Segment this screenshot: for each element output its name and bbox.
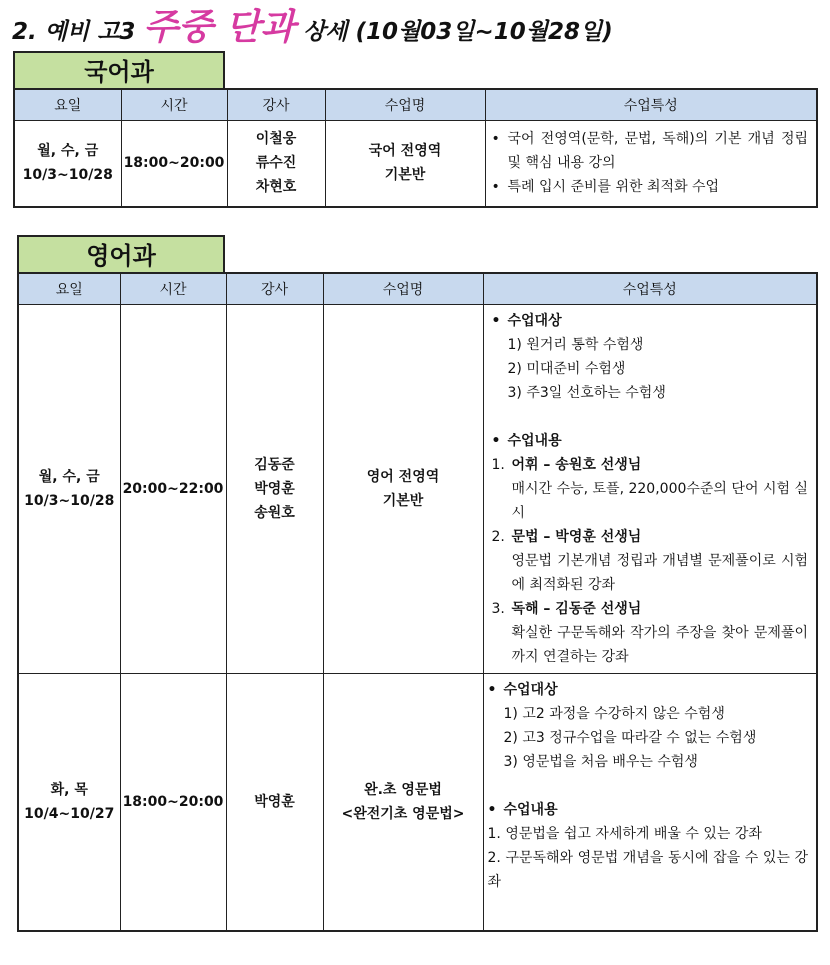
english-table (17, 272, 818, 932)
content-item: 3. 독해 – 김동준 선생님 확실한 구문독해와 작가의 주장을 찾아 문제풀이까지 연결하는 강좌 (491, 600, 808, 665)
day-cell (18, 304, 120, 673)
class-name-line: <완전기초 영문법> (341, 805, 465, 822)
bullet-icon: • (491, 131, 500, 148)
english-header-row (18, 273, 817, 304)
dates: 10/4~10/27 (24, 805, 115, 822)
section-heading: • 수업대상 (488, 678, 809, 702)
target-item: 3) 주3일 선호하는 수험생 (507, 384, 666, 401)
bullet-icon: • (487, 801, 497, 818)
section-heading: • 수업내용 (492, 429, 809, 453)
class-name-cell (323, 673, 483, 931)
days: 월, 수, 금 (38, 468, 100, 485)
day-cell (14, 120, 121, 207)
features-cell (483, 673, 817, 931)
teacher-name: 김동준 (254, 456, 295, 473)
time-cell: 18:00~20:00 (120, 673, 226, 931)
teacher-cell (226, 673, 323, 931)
class-name-cell (323, 304, 483, 673)
dates: 10/3~10/28 (24, 492, 115, 509)
class-name-line: 완.초 영문법 (364, 781, 442, 798)
feature-item: • 국어 전영역(문학, 문법, 독해)의 기본 개념 정립 및 핵심 내용 강의 (492, 127, 809, 175)
target-item: 2) 미대준비 수험생 (507, 360, 626, 377)
bullet-icon: • (487, 681, 497, 698)
days: 월, 수, 금 (37, 143, 99, 160)
content-item: 1. 영문법을 쉽고 자세하게 배울 수 있는 강좌 (487, 825, 762, 842)
header-features: 수업특성 (485, 89, 817, 120)
bullet-icon: • (491, 432, 501, 449)
teacher-name: 송원호 (254, 504, 295, 521)
korean-header-row (14, 89, 817, 120)
content-item: 2. 구문독해와 영문법 개념을 동시에 잡을 수 있는 강좌 (487, 849, 808, 890)
target-item: 2) 고3 정규수업을 따라갈 수 없는 수험생 (503, 729, 757, 746)
feature-item: • 특례 입시 준비를 위한 최적화 수업 (492, 175, 809, 199)
korean-table (13, 88, 818, 208)
teacher-cell (227, 120, 325, 207)
target-item: 3) 영문법을 처음 배우는 수험생 (503, 753, 698, 770)
teacher-name: 류수진 (255, 155, 297, 172)
time-cell: 20:00~22:00 (120, 304, 226, 673)
bullet-icon: • (491, 179, 500, 196)
teacher-name: 박영훈 (254, 480, 295, 497)
header-features: 수업특성 (483, 273, 817, 304)
header-day: 요일 (14, 89, 121, 120)
table-row (18, 304, 817, 673)
header-time: 시간 (120, 273, 226, 304)
table-row (18, 673, 817, 931)
title-prefix: 2. 예비 고3 (12, 19, 144, 45)
title-suffix: 상세 (10월03일~10월28일) (295, 19, 613, 45)
bullet-icon: • (491, 312, 501, 329)
header-class-name: 수업명 (323, 273, 483, 304)
content-item: 2. 문법 – 박영훈 선생님 영문법 기본개념 정립과 개념별 문제풀이로 시험에 최적화된 강좌 (491, 528, 808, 593)
dates: 10/3~10/28 (22, 167, 113, 184)
header-day: 요일 (18, 273, 120, 304)
target-item: 1) 고2 과정을 수강하지 않은 수험생 (503, 705, 725, 722)
features-cell (483, 304, 817, 673)
class-name-line: 영어 전영역 (366, 468, 440, 485)
class-name-line: 기본반 (382, 492, 424, 509)
target-item: 1) 원거리 통학 수험생 (507, 336, 644, 353)
teacher-name: 차현호 (255, 179, 297, 196)
header-teacher: 강사 (227, 89, 325, 120)
class-name-line: 기본반 (384, 167, 426, 184)
day-cell (18, 673, 120, 931)
header-class-name: 수업명 (325, 89, 485, 120)
header-teacher: 강사 (226, 273, 323, 304)
days: 화, 목 (50, 781, 88, 798)
section-heading: • 수업내용 (488, 798, 809, 822)
title-highlight: 주중 단과 (143, 7, 296, 48)
section-heading: • 수업대상 (492, 309, 809, 333)
features-cell (485, 120, 817, 207)
table-row (14, 120, 817, 207)
teacher-name: 이철웅 (255, 131, 297, 148)
english-tab: 영어과 (17, 235, 225, 273)
content-item: 1. 어휘 – 송원호 선생님 매시간 수능, 토플, 220,000수준의 단어 시험 실시 (491, 456, 808, 521)
teacher-cell (226, 304, 323, 673)
class-name-cell (325, 120, 485, 207)
teacher-name: 박영훈 (254, 793, 295, 810)
header-time: 시간 (121, 89, 227, 120)
page-title (12, 8, 613, 48)
time-cell: 18:00~20:00 (121, 120, 227, 207)
korean-tab: 국어과 (13, 51, 225, 89)
class-name-line: 국어 전영역 (368, 143, 442, 160)
